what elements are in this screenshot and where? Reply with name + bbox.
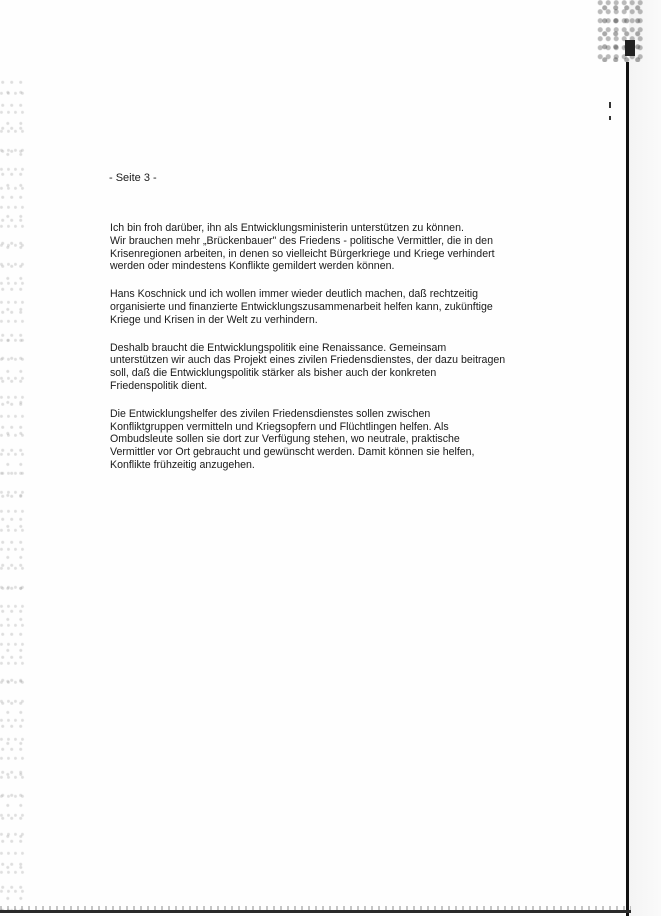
scan-edge-line-bottom (0, 910, 631, 913)
paragraph (110, 342, 550, 393)
scan-mark (609, 116, 611, 120)
text-line: soll, daß die Entwicklungspolitik stärker als bisher auch der konkreten (110, 367, 437, 380)
text-line: Friedenspolitik dient. (110, 379, 208, 392)
body-text (110, 222, 550, 487)
text-line: Ombudsleute sollen sie dort zur Verfügung stehen, wo neutrale, praktische (110, 433, 460, 446)
scan-edge-shadow (629, 0, 661, 916)
text-line: Die Entwicklungshelfer des zivilen Friedensdienstes sollen zwischen (110, 407, 431, 420)
text-line: Ich bin froh darüber, ihn als Entwicklungsministerin unterstützen zu können. (110, 222, 464, 234)
text-line: werden oder mindestens Konflikte gemildert werden können. (110, 260, 395, 273)
text-line: Wir brauchen mehr „Brückenbauer" des Friedens - politische Vermittler, die in den (110, 234, 493, 247)
scan-noise-left (0, 80, 26, 916)
text-line: Konfliktgruppen vermitteln und Kriegsopfern und Flüchtlingen helfen. Als (110, 420, 449, 433)
text-line: Konflikte frühzeitig anzugehen. (110, 458, 255, 471)
text-line: Kriege und Krisen in der Welt zu verhindern. (110, 313, 318, 326)
text-line: organisierte und finanzierte Entwicklungszusammenarbeit helfen kann, zukünftige (110, 300, 493, 313)
paragraph (110, 222, 550, 273)
scan-corner-smudge (597, 0, 643, 62)
page-number: - Seite 3 - (109, 172, 157, 184)
text-line: Krisenregionen arbeiten, in denen so vielleicht Bürgerkriege und Kriege verhindert (110, 247, 495, 260)
scan-corner-mark (625, 40, 635, 56)
scan-mark (609, 102, 611, 108)
text-line: Hans Koschnick und ich wollen immer wieder deutlich machen, daß rechtzeitig (110, 288, 479, 301)
text-line: Deshalb braucht die Entwicklungspolitik eine Renaissance. Gemeinsam (110, 341, 447, 354)
scan-edge-line-right (626, 62, 629, 916)
paragraph (110, 408, 550, 472)
text-line: unterstützen wir auch das Projekt eines zivilen Friedensdienstes, der dazu beitragen (110, 354, 506, 367)
text-line: Vermittler vor Ort gebraucht und gewünscht werden. Damit können sie helfen, (110, 446, 475, 459)
paragraph (110, 288, 550, 326)
